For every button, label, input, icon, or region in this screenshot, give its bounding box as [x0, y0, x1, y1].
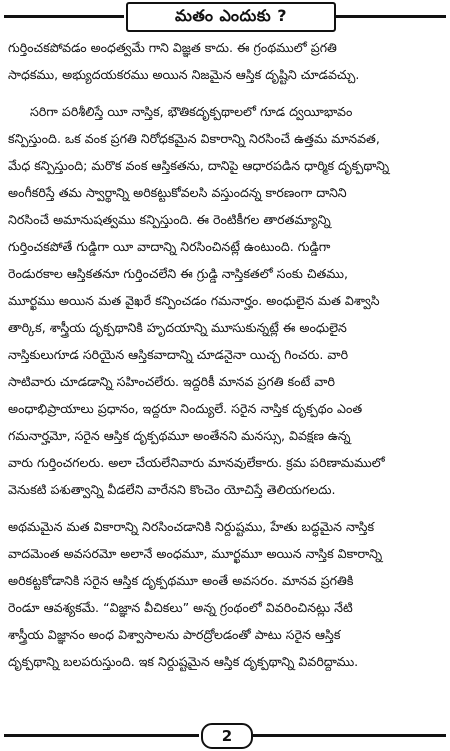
- header-rule-left: [4, 15, 124, 18]
- text-line: మేధ కన్పిస్తుంది; మరొక వంక ఆస్తికతను, దానిపై ఆధారపడిన ధార్మిక దృక్పథాన్ని: [8, 158, 390, 173]
- text-line: అరికట్టకోడానికి సరైన ఆస్తిక దృక్పథమూ అంతే అవసరం. మానవ ప్రగతికి: [8, 573, 354, 588]
- text-line: వాదమెంత అవసరమో అలానే అంధమూ, మూర్ఖమూ అయిన నాస్తిక వికారాన్ని: [8, 546, 383, 561]
- chapter-title: మతం ఎందుకు ?: [126, 2, 336, 32]
- paragraph-2: [0, 98, 450, 503]
- text-line: వారు గుర్తించగలరు. అలా చేయలేనివారు మానవులేకారు. క్రమ పరిణామములో: [8, 455, 385, 470]
- paragraph-3: [0, 513, 450, 675]
- text-line: గుర్తించకపోతే గుడ్డిగా యీ వాదాన్ని నిరసించినట్లే ఉంటుంది. గుడ్డిగా: [8, 239, 331, 254]
- page-number: 2: [201, 723, 253, 749]
- page-header: [0, 2, 450, 30]
- paragraph-1: [0, 34, 450, 88]
- text-line: అథమమైన మత వికారాన్ని నిరసించడానికి నిర్దుష్టము, హేతు బద్ధమైన నాస్తిక: [8, 519, 375, 534]
- text-line: నిరసించే అమానుషత్వము కన్పిస్తుంది. ఈ రెంటికీగల తారతమ్యాన్ని: [8, 212, 331, 227]
- header-rule-right: [334, 15, 446, 18]
- text-line: కన్పిస్తుంది. ఒక వంక ప్రగతి నిరోధకమైన వికారాన్ని నిరసించే ఉత్తమ మానవత,: [8, 131, 380, 146]
- body-text: [0, 34, 450, 685]
- text-line: మూర్ఖము అయిన మత వైఖరే కన్పించడం గమనార్హం. అంధులైన మత విశ్వాసి: [8, 293, 380, 308]
- page-footer: [0, 722, 450, 748]
- text-line: సరిగా పరిశీలిస్తే యీ నాస్తిక, భౌతికదృక్పథాలలో గూడ ద్వయీభావం: [30, 104, 353, 119]
- text-line: రెండూ ఆవశ్యకమే. “విజ్ఞాన వీచికలు” అన్న గ్రంథంలో వివరించినట్లు నేటి: [8, 600, 353, 615]
- footer-rule-right: [251, 734, 446, 737]
- text-line: రెండురకాల ఆస్తికతనూ గుర్తించలేని ఈ గ్రుడ్డి నాస్తికతలో సంకు చితము,: [8, 266, 348, 281]
- text-line: శాస్త్రీయ విజ్ఞానం అంధ విశ్వాసాలను పారద్రోలడంతో పాటు సరైన ఆస్తిక: [8, 627, 341, 642]
- text-line: సాటివారు చూడడాన్ని సహించలేరు. ఇద్దరికీ మానవ ప్రగతి కంటే వారి: [8, 374, 335, 389]
- text-line: దృక్పథాన్ని బలపరుస్తుంది. ఇక నిర్దుష్టమైన ఆస్తిక దృక్పథాన్ని వివరిద్దాము.: [8, 654, 359, 669]
- text-line: సాధకము, అభ్యుదయకరము అయిన నిజమైన ఆస్తిక దృష్టిని చూడవచ్చు.: [8, 67, 360, 82]
- text-line: వెనుకటి పశుత్వాన్ని వీడలేని వారేనని కొంచెం యోచిస్తే తెలియగలదు.: [8, 482, 336, 497]
- footer-rule-left: [4, 734, 199, 737]
- text-line: తార్కిక, శాస్త్రీయ దృక్పథానికి హృదయాన్ని మూసుకున్నట్లే ఈ అంధులైన: [8, 320, 347, 335]
- text-line: నాస్తికులుగూడ సరియైన ఆస్తికవాదాన్ని చూడనైనా యిచ్చ గించరు. వారి: [8, 347, 349, 362]
- text-line: అంధాభిప్రాయాలు ప్రధానం, ఇద్దరూ నింద్యులే. సరైన నాస్తిక దృక్పథం ఎంత: [8, 401, 363, 416]
- text-line: గుర్తించకపోవడం అంధత్వమే గాని విజ్ఞత కాదు. ఈ గ్రంథములో ప్రగతి: [8, 40, 337, 55]
- text-line: అంగీకరిస్తే తమ స్వార్థాన్ని అరికట్టుకోవలసి వస్తుందన్న కారణంగా దానిని: [8, 185, 347, 200]
- text-line: గమనార్హమో, సరైన ఆస్తిక దృక్పథమూ అంతేనని మనస్సు, వివక్షణ ఉన్న: [8, 428, 351, 443]
